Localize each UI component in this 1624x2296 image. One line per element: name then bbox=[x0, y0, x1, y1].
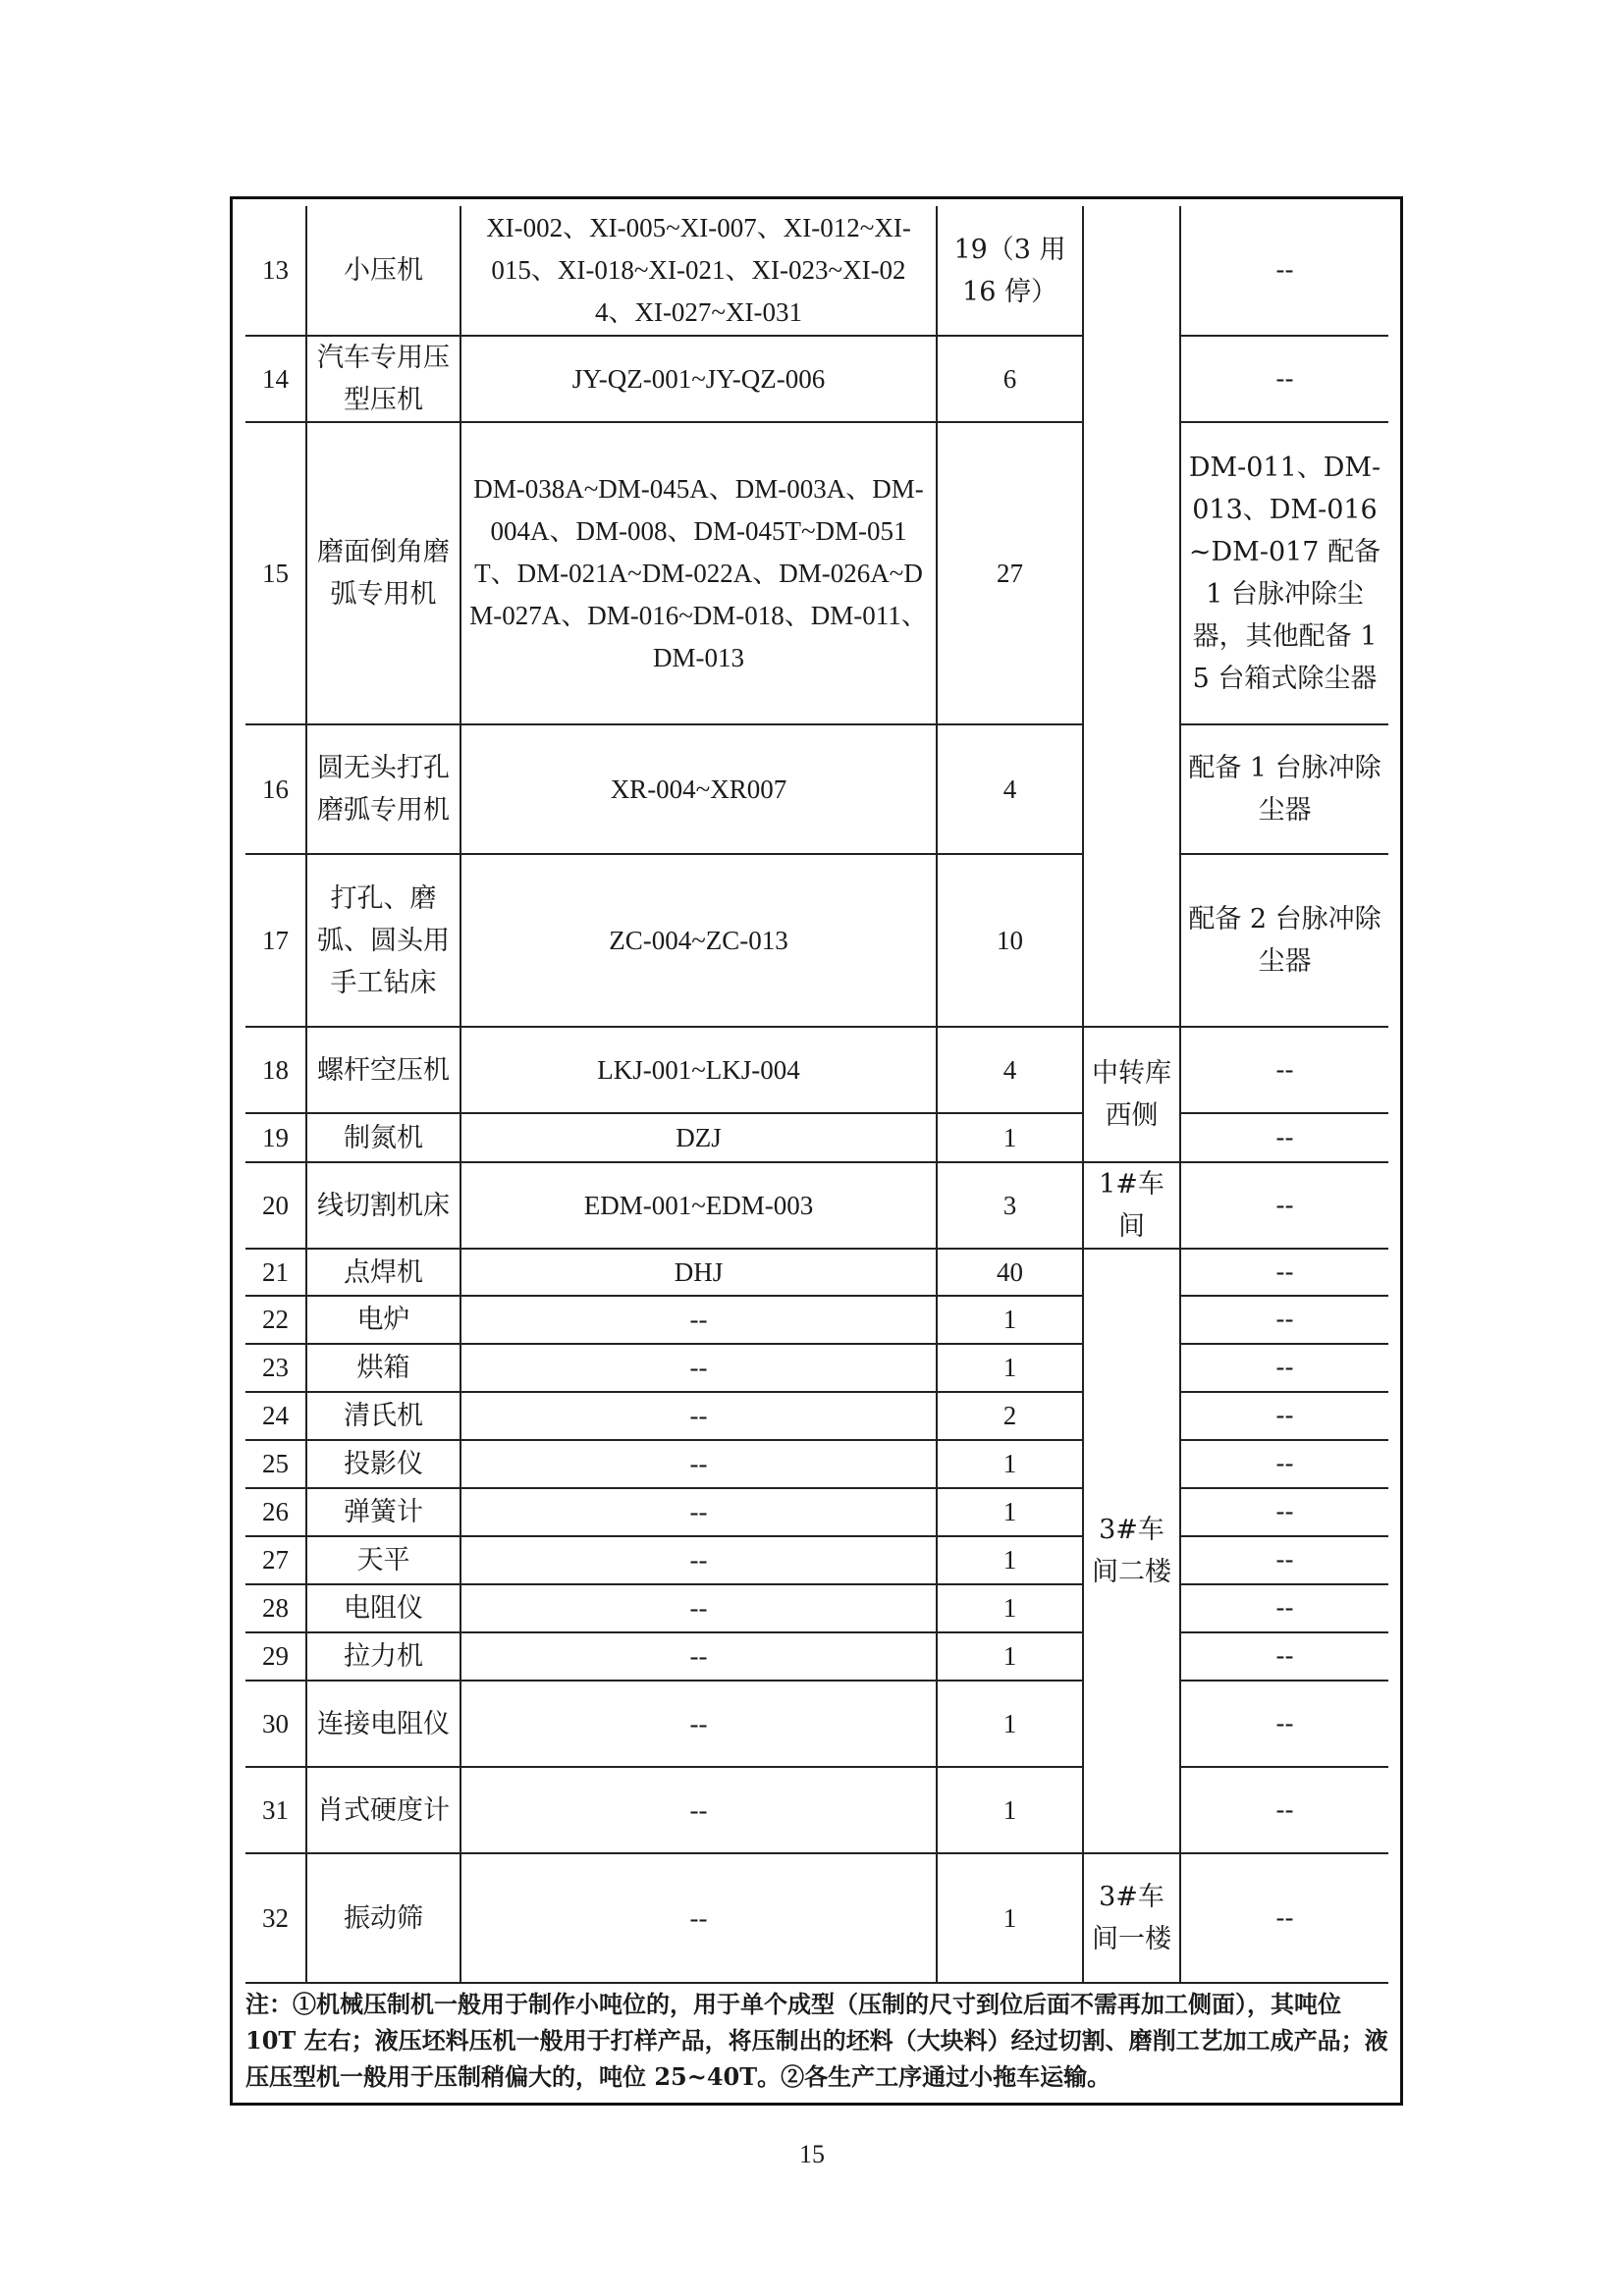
equipment-quantity: 1 bbox=[937, 1113, 1083, 1162]
table-row bbox=[245, 1113, 1388, 1162]
remark: 配备 2 台脉冲除尘器 bbox=[1180, 854, 1388, 1027]
equipment-quantity: 6 bbox=[937, 336, 1083, 422]
equipment-code: -- bbox=[460, 1440, 937, 1488]
location: 3#车间二楼 bbox=[1083, 1249, 1180, 1853]
equipment-quantity: 3 bbox=[937, 1162, 1083, 1249]
equipment-code: -- bbox=[460, 1488, 937, 1536]
row-number: 16 bbox=[245, 724, 306, 854]
equipment-name: 小压机 bbox=[306, 206, 460, 336]
row-number: 18 bbox=[245, 1027, 306, 1113]
remark: -- bbox=[1180, 1767, 1388, 1853]
equipment-quantity: 1 bbox=[937, 1853, 1083, 1983]
location-cell bbox=[1083, 206, 1180, 1027]
equipment-name: 电炉 bbox=[306, 1296, 460, 1344]
equipment-code: XI-002、XI-005~XI-007、XI-012~XI-015、XI-018~XI-021、XI-023~XI-024、XI-027~XI-031 bbox=[460, 206, 937, 336]
equipment-code: -- bbox=[460, 1392, 937, 1440]
table-row bbox=[245, 336, 1388, 422]
equipment-code: -- bbox=[460, 1344, 937, 1392]
table-row bbox=[245, 1296, 1388, 1344]
remark: -- bbox=[1180, 1296, 1388, 1344]
equipment-quantity: 40 bbox=[937, 1249, 1083, 1296]
equipment-name: 打孔、磨弧、圆头用手工钻床 bbox=[306, 854, 460, 1027]
equipment-name: 拉力机 bbox=[306, 1632, 460, 1681]
remark: 配备 1 台脉冲除尘器 bbox=[1180, 724, 1388, 854]
equipment-name: 磨面倒角磨弧专用机 bbox=[306, 422, 460, 724]
equipment-name: 振动筛 bbox=[306, 1853, 460, 1983]
location: 3#车间一楼 bbox=[1083, 1853, 1180, 1983]
equipment-name: 制氮机 bbox=[306, 1113, 460, 1162]
row-number: 19 bbox=[245, 1113, 306, 1162]
table-row bbox=[245, 1488, 1388, 1536]
equipment-code: ZC-004~ZC-013 bbox=[460, 854, 937, 1027]
row-number: 25 bbox=[245, 1440, 306, 1488]
table-row bbox=[245, 206, 1388, 336]
equipment-name: 清氏机 bbox=[306, 1392, 460, 1440]
remark: -- bbox=[1180, 1488, 1388, 1536]
table-row bbox=[245, 1027, 1388, 1113]
equipment-quantity: 1 bbox=[937, 1344, 1083, 1392]
row-number: 13 bbox=[245, 206, 306, 336]
row-number: 20 bbox=[245, 1162, 306, 1249]
equipment-code: EDM-001~EDM-003 bbox=[460, 1162, 937, 1249]
equipment-quantity: 1 bbox=[937, 1488, 1083, 1536]
equipment-name: 线切割机床 bbox=[306, 1162, 460, 1249]
row-number: 17 bbox=[245, 854, 306, 1027]
equipment-code: -- bbox=[460, 1853, 937, 1983]
row-number: 15 bbox=[245, 422, 306, 724]
remark: -- bbox=[1180, 1113, 1388, 1162]
remark: -- bbox=[1180, 1162, 1388, 1249]
table-row bbox=[245, 1853, 1388, 1983]
equipment-quantity: 4 bbox=[937, 1027, 1083, 1113]
remark: -- bbox=[1180, 1392, 1388, 1440]
equipment-name: 电阻仪 bbox=[306, 1584, 460, 1632]
table-row bbox=[245, 854, 1388, 1027]
remark: -- bbox=[1180, 336, 1388, 422]
remark: -- bbox=[1180, 1344, 1388, 1392]
row-number: 30 bbox=[245, 1681, 306, 1767]
equipment-quantity: 27 bbox=[937, 422, 1083, 724]
row-number: 29 bbox=[245, 1632, 306, 1681]
remark: -- bbox=[1180, 1536, 1388, 1584]
table-row bbox=[245, 1681, 1388, 1767]
equipment-name: 点焊机 bbox=[306, 1249, 460, 1296]
table-row bbox=[245, 422, 1388, 724]
equipment-code: XR-004~XR007 bbox=[460, 724, 937, 854]
table-row bbox=[245, 1536, 1388, 1584]
row-number: 24 bbox=[245, 1392, 306, 1440]
equipment-code: LKJ-001~LKJ-004 bbox=[460, 1027, 937, 1113]
equipment-quantity: 1 bbox=[937, 1681, 1083, 1767]
equipment-code: DM-038A~DM-045A、DM-003A、DM-004A、DM-008、DM-045T~DM-051T、DM-021A~DM-022A、DM-026A~DM-027A、DM-016~DM-018、DM-011、DM-013 bbox=[460, 422, 937, 724]
equipment-code: -- bbox=[460, 1767, 937, 1853]
equipment-quantity: 1 bbox=[937, 1296, 1083, 1344]
table-note: 注：①机械压制机一般用于制作小吨位的，用于单个成型（压制的尺寸到位后面不需再加工侧面），其吨位 10T 左右；液压坯料压机一般用于打样产品，将压制出的坯料（大块料）经过切割、磨削工艺加工成产品；液压压型机一般用于压制稍偏大的，吨位 25~40T。②各生产工序通过小拖车运输。 bbox=[245, 1983, 1388, 2095]
table-row bbox=[245, 1249, 1388, 1296]
remark: -- bbox=[1180, 1681, 1388, 1767]
equipment-code: JY-QZ-001~JY-QZ-006 bbox=[460, 336, 937, 422]
remark: -- bbox=[1180, 1440, 1388, 1488]
remark: -- bbox=[1180, 1853, 1388, 1983]
table-row bbox=[245, 1632, 1388, 1681]
equipment-quantity: 1 bbox=[937, 1632, 1083, 1681]
equipment-table bbox=[245, 206, 1388, 2095]
remark: -- bbox=[1180, 1632, 1388, 1681]
equipment-name: 天平 bbox=[306, 1536, 460, 1584]
equipment-quantity: 1 bbox=[937, 1767, 1083, 1853]
equipment-quantity: 4 bbox=[937, 724, 1083, 854]
table-row bbox=[245, 1767, 1388, 1853]
equipment-quantity: 1 bbox=[937, 1536, 1083, 1584]
remark: -- bbox=[1180, 1584, 1388, 1632]
note-row bbox=[245, 1983, 1388, 2095]
equipment-name: 螺杆空压机 bbox=[306, 1027, 460, 1113]
equipment-quantity: 19（3 用 16 停） bbox=[937, 206, 1083, 336]
equipment-quantity: 2 bbox=[937, 1392, 1083, 1440]
remark: -- bbox=[1180, 206, 1388, 336]
equipment-name: 烘箱 bbox=[306, 1344, 460, 1392]
row-number: 31 bbox=[245, 1767, 306, 1853]
equipment-code: DHJ bbox=[460, 1249, 937, 1296]
row-number: 28 bbox=[245, 1584, 306, 1632]
equipment-code: -- bbox=[460, 1681, 937, 1767]
equipment-code: -- bbox=[460, 1296, 937, 1344]
equipment-quantity: 1 bbox=[937, 1440, 1083, 1488]
equipment-name: 圆无头打孔磨弧专用机 bbox=[306, 724, 460, 854]
row-number: 26 bbox=[245, 1488, 306, 1536]
row-number: 23 bbox=[245, 1344, 306, 1392]
row-number: 14 bbox=[245, 336, 306, 422]
page-number: 15 bbox=[799, 2140, 825, 2168]
equipment-name: 肖式硬度计 bbox=[306, 1767, 460, 1853]
remark: DM-011、DM-013、DM-016~DM-017 配备 1 台脉冲除尘器，其他配备 15 台箱式除尘器 bbox=[1180, 422, 1388, 724]
remark: -- bbox=[1180, 1249, 1388, 1296]
equipment-name: 汽车专用压型压机 bbox=[306, 336, 460, 422]
table-row bbox=[245, 724, 1388, 854]
table-row bbox=[245, 1440, 1388, 1488]
table-row bbox=[245, 1344, 1388, 1392]
equipment-code: -- bbox=[460, 1584, 937, 1632]
table-row bbox=[245, 1162, 1388, 1249]
remark: -- bbox=[1180, 1027, 1388, 1113]
row-number: 32 bbox=[245, 1853, 306, 1983]
equipment-name: 连接电阻仪 bbox=[306, 1681, 460, 1767]
row-number: 21 bbox=[245, 1249, 306, 1296]
table-row bbox=[245, 1392, 1388, 1440]
location: 中转库西侧 bbox=[1083, 1027, 1180, 1162]
equipment-quantity: 1 bbox=[937, 1584, 1083, 1632]
location: 1#车间 bbox=[1083, 1162, 1180, 1249]
row-number: 27 bbox=[245, 1536, 306, 1584]
equipment-code: DZJ bbox=[460, 1113, 937, 1162]
equipment-code: -- bbox=[460, 1632, 937, 1681]
table-row bbox=[245, 1584, 1388, 1632]
row-number: 22 bbox=[245, 1296, 306, 1344]
equipment-name: 投影仪 bbox=[306, 1440, 460, 1488]
equipment-quantity: 10 bbox=[937, 854, 1083, 1027]
equipment-name: 弹簧计 bbox=[306, 1488, 460, 1536]
equipment-code: -- bbox=[460, 1536, 937, 1584]
